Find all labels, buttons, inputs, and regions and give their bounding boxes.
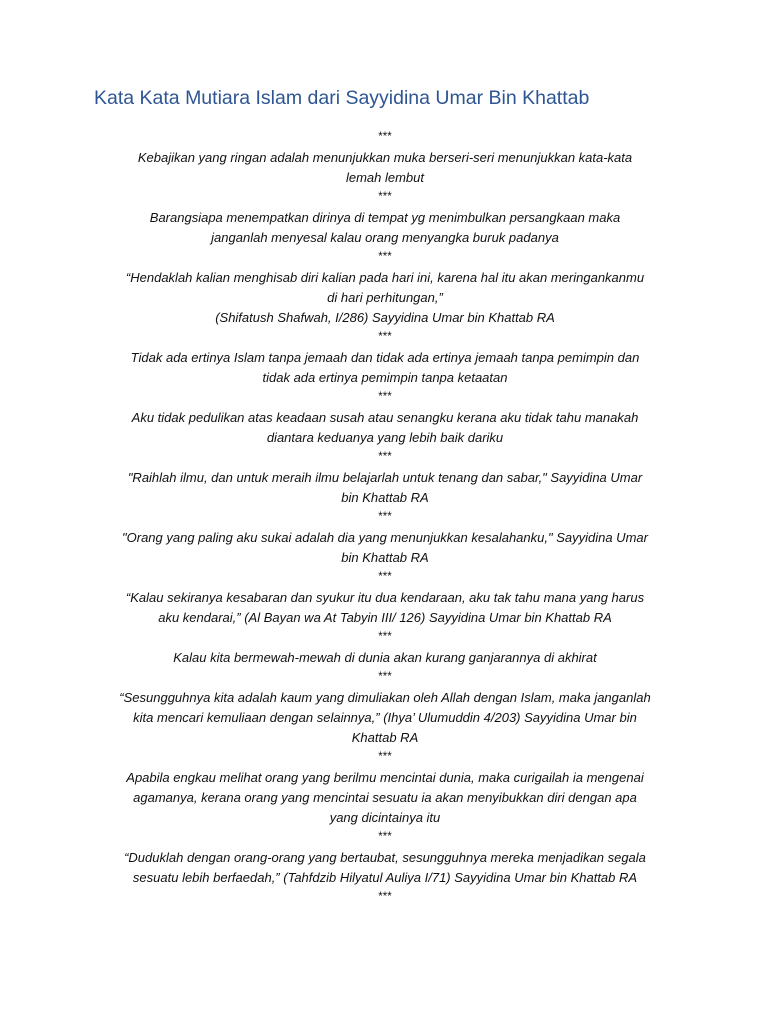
quote-item bbox=[80, 208, 690, 248]
quote-line: lemah lembut bbox=[345, 170, 425, 185]
quote-item bbox=[80, 848, 690, 888]
quote-line: diantara keduanya yang lebih baik dariku bbox=[266, 430, 504, 445]
separator-stars: *** bbox=[378, 451, 392, 463]
quote-item bbox=[80, 268, 690, 328]
quote-line: bin Khattab RA bbox=[341, 550, 429, 565]
quote-line: (Shifatush Shafwah, I/286) Sayyidina Umar bin Khattab RA bbox=[215, 310, 555, 325]
separator-stars: *** bbox=[378, 671, 392, 683]
quote-item bbox=[80, 148, 690, 188]
quote-line: bin Khattab RA bbox=[341, 490, 429, 505]
separator-stars: *** bbox=[378, 751, 392, 763]
separator-stars: *** bbox=[378, 571, 392, 583]
quote-item bbox=[80, 468, 690, 508]
quote-item bbox=[80, 688, 690, 748]
quote-line: “Duduklah dengan orang-orang yang bertaubat, sesungguhnya mereka menjadikan segala bbox=[124, 850, 646, 865]
quote-line: “Hendaklah kalian menghisab diri kalian pada hari ini, karena hal itu akan meringankanmu bbox=[125, 270, 645, 285]
quote-item bbox=[80, 588, 690, 628]
quote-line: Tidak ada ertinya Islam tanpa jemaah dan tidak ada ertinya jemaah tanpa pemimpin dan bbox=[130, 350, 640, 365]
quote-line: sesuatu lebih berfaedah,” (Tahfdzib Hilyatul Auliya I/71) Sayyidina Umar bin Khattab RA bbox=[132, 870, 638, 885]
separator-stars: *** bbox=[378, 631, 392, 643]
separator-stars: *** bbox=[378, 511, 392, 523]
quote-line: yang dicintainya itu bbox=[329, 810, 441, 825]
quote-line: Aku tidak pedulikan atas keadaan susah atau senangku kerana aku tidak tahu manakah bbox=[131, 410, 639, 425]
quote-item bbox=[80, 348, 690, 388]
separator-stars: *** bbox=[378, 251, 392, 263]
quote-line: kita mencari kemuliaan dengan selainnya,” (Ihya’ Ulumuddin 4/203) Sayyidina Umar bin bbox=[133, 710, 637, 725]
quote-item bbox=[80, 528, 690, 568]
quote-line: janganlah menyesal kalau orang menyangka buruk padanya bbox=[211, 230, 559, 245]
quote-line: Khattab RA bbox=[351, 730, 419, 745]
separator-stars: *** bbox=[378, 131, 392, 143]
separator-stars: *** bbox=[378, 831, 392, 843]
quote-line: Apabila engkau melihat orang yang berilmu mencintai dunia, maka curigailah ia mengenai bbox=[126, 770, 644, 785]
separator-stars: *** bbox=[378, 191, 392, 203]
page-title: Kata Kata Mutiara Islam dari Sayyidina Umar Bin Khattab bbox=[94, 87, 590, 109]
quote-list bbox=[80, 128, 690, 908]
quote-line: di hari perhitungan,” bbox=[327, 290, 443, 305]
quote-line: Barangsiapa menempatkan dirinya di tempat yg menimbulkan persangkaan maka bbox=[149, 210, 621, 225]
quote-line: "Orang yang paling aku sukai adalah dia yang menunjukkan kesalahanku," Sayyidina Umar bbox=[122, 530, 648, 545]
separator-stars: *** bbox=[378, 391, 392, 403]
quote-line: "Raihlah ilmu, dan untuk meraih ilmu belajarlah untuk tenang dan sabar," Sayyidina Umar bbox=[127, 470, 643, 485]
quote-line: Kebajikan yang ringan adalah menunjukkan muka berseri-seri menunjukkan kata-kata bbox=[137, 150, 633, 165]
separator-stars: *** bbox=[378, 331, 392, 343]
separator-stars: *** bbox=[378, 891, 392, 903]
quote-line: tidak ada ertinya pemimpin tanpa ketaatan bbox=[262, 370, 508, 385]
quote-line: aku kendarai,” (Al Bayan wa At Tabyin III/ 126) Sayyidina Umar bin Khattab RA bbox=[158, 610, 612, 625]
quote-line: “Sesungguhnya kita adalah kaum yang dimuliakan oleh Allah dengan Islam, maka janganlah bbox=[119, 690, 651, 705]
quote-item bbox=[80, 648, 690, 668]
quote-item bbox=[80, 408, 690, 448]
quote-item bbox=[80, 768, 690, 828]
quote-line: Kalau kita bermewah-mewah di dunia akan kurang ganjarannya di akhirat bbox=[173, 650, 597, 665]
quote-line: “Kalau sekiranya kesabaran dan syukur itu dua kendaraan, aku tak tahu mana yang harus bbox=[125, 590, 645, 605]
quote-line: agamanya, kerana orang yang mencintai sesuatu ia akan menyibukkan diri dengan apa bbox=[133, 790, 637, 805]
